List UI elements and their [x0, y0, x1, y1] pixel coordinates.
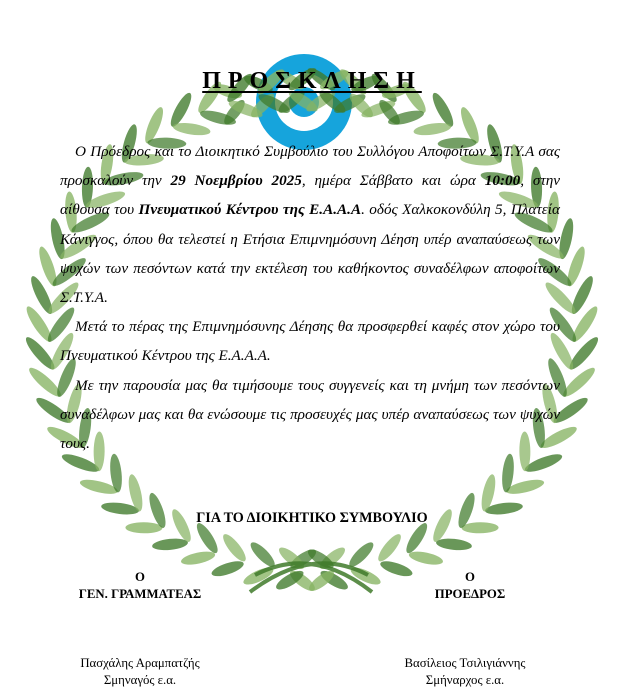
invitation-body — [60, 137, 560, 458]
president-rank: Σμήναρχος ε.α. — [425, 673, 505, 687]
laurel-leaf — [408, 549, 444, 567]
paragraph-3: Με την παρουσία μας θα τιμήσουμε τους συγγενείς και τη μνήμη των πεσόντων συναδέλφων μας και θα ενώσουμε τις προσευχές μας υπέρ αναπαύσεως των ψυχών τους. — [60, 376, 560, 453]
secretary-article: Ο — [135, 570, 145, 584]
president-name-block — [350, 655, 580, 689]
signature-president — [370, 569, 570, 603]
president-article: Ο — [465, 570, 475, 584]
laurel-leaf — [180, 549, 216, 567]
paragraph-2: Μετά το πέρας της Επιμνημόσυνης Δέησης θα προσφερθεί καφές στον χώρο του Πνευματικού Κέντρου της Ε.Α.Α.Α. — [60, 318, 560, 365]
secretary-name: Πασχάλης Αραμπατζής — [80, 656, 200, 670]
secretary-name-block — [40, 655, 240, 689]
committee-heading: ΓΙΑ ΤΟ ΔΙΟΙΚΗΤΙΚΟ ΣΥΜΒΟΥΛΙΟ — [196, 510, 428, 526]
page-title: ΠΡΟΣΚΛΗΣΗ — [202, 68, 422, 94]
secretary-role: ΓΕΝ. ΓΡΑΜΜΑΤΕΑΣ — [78, 587, 202, 601]
president-name: Βασίλειος Τσιλιγιάννης — [404, 656, 526, 670]
laurel-leaf — [346, 539, 377, 570]
laurel-leaf — [435, 537, 472, 552]
president-role: ΠΡΟΕΔΡΟΣ — [434, 587, 506, 601]
paragraph-1: Ο Πρόεδρος και το Διοικητικό Συμβούλιο του Συλλόγου Αποφοίτων Σ.Τ.Υ.Α σας προσκαλούν την 29 Νοεμβρίου 2025, ημέρα Σάββατο και ώρα 10:00, στην αίθουσα του Πνευματικού Κέντρου της Ε.Α.Α.Α. οδός Χαλκοκονδύλη 5, Πλατεία Κάνιγγος, όπου θα τελεστεί η Ετήσια Επιμνημόσυνη Δέηση υπέρ αναπαύσεως των ψυχών των πεσόντων κατά την εκτέλεση του καθήκοντος συναδέλφων αποφοίτων Σ.Τ.Υ.Α. — [60, 143, 561, 307]
secretary-rank: Σμηναγός ε.α. — [103, 673, 177, 687]
laurel-leaf — [152, 537, 189, 552]
laurel-leaf — [375, 531, 405, 564]
laurel-leaf — [220, 531, 250, 564]
signature-secretary — [40, 569, 240, 603]
